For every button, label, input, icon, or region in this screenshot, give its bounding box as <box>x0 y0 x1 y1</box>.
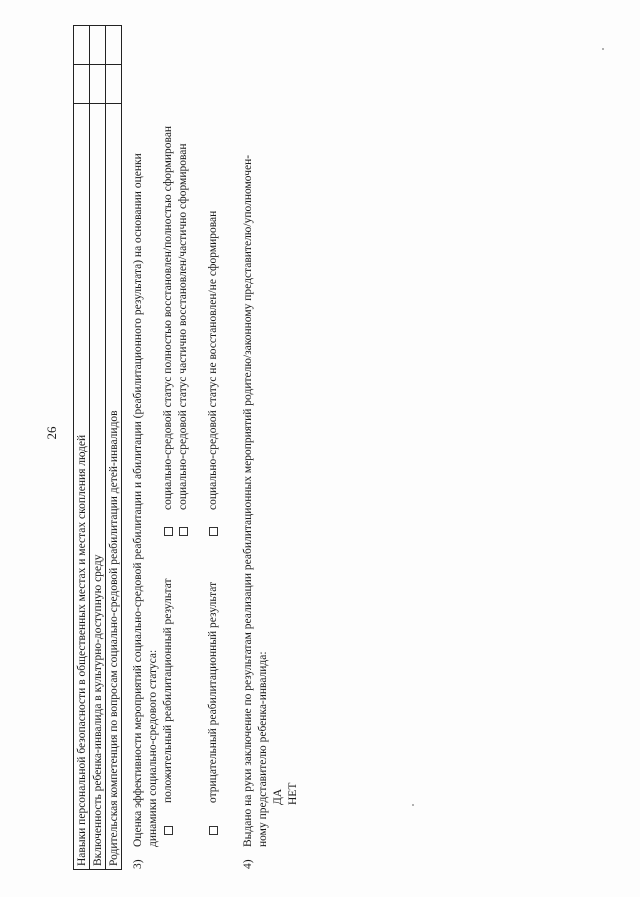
scan-speck <box>602 48 604 50</box>
checkbox-negative-result[interactable] <box>209 826 218 835</box>
checkbox-status-partially-restored[interactable] <box>179 527 188 536</box>
section4-number: 4) <box>242 859 254 869</box>
rotated-content <box>40 25 600 875</box>
section3-line1: Оценка эффективности мероприятий социально-средовой реабилитации и абилитации (реабилитационного результата) на основании оценки <box>132 153 144 847</box>
table-cell-value <box>74 26 90 65</box>
option-yes: ДА <box>272 788 284 805</box>
table-cell-value <box>106 26 122 65</box>
table-cell-value <box>90 65 106 104</box>
page-number: 26 <box>44 426 59 440</box>
checkbox-positive-result[interactable] <box>164 826 173 835</box>
table-cell-label: Навыки персональной безопасности в общественных местах и местах скопления людей <box>74 104 90 870</box>
section4-line2: ному представителю ребенка-инвалида: <box>257 651 269 847</box>
scan-speck <box>412 804 414 806</box>
skills-table <box>73 25 122 870</box>
table-cell-label: Включенность ребенка-инвалида в культурно-доступную среду <box>90 104 106 870</box>
section3-line2: динамики социально-средового статуса: <box>147 649 159 847</box>
section3-number: 3) <box>132 859 144 869</box>
option-no: НЕТ <box>287 782 299 805</box>
negative-result-label: отрицательный реабилитационный результат <box>207 581 219 803</box>
checkbox-status-not-restored[interactable] <box>209 527 218 536</box>
table-cell-value <box>74 65 90 104</box>
positive-option-2: социально-средовой статус частично восстановлен/частично сформирован <box>177 143 189 510</box>
table-cell-value <box>90 26 106 65</box>
negative-option-1: социально-средовой статус не восстановлен/не сформирован <box>207 210 219 510</box>
table-row <box>74 26 90 870</box>
table-row <box>106 26 122 870</box>
table-cell-label: Родительская компетенция по вопросам социально-средовой реабилитации детей-инвалидов <box>106 104 122 870</box>
section4-line1: Выдано на руки заключение по результатам реализации реабилитационных мероприятий родителю/законному представителю/уполномочен- <box>242 154 254 847</box>
positive-result-label: положительный реабилитационный результат <box>162 578 174 803</box>
positive-option-1: социально-средовой статус полностью восстановлен/полностью сформирован <box>162 125 174 510</box>
checkbox-status-fully-restored[interactable] <box>164 527 173 536</box>
table-cell-value <box>106 65 122 104</box>
table-row <box>90 26 106 870</box>
